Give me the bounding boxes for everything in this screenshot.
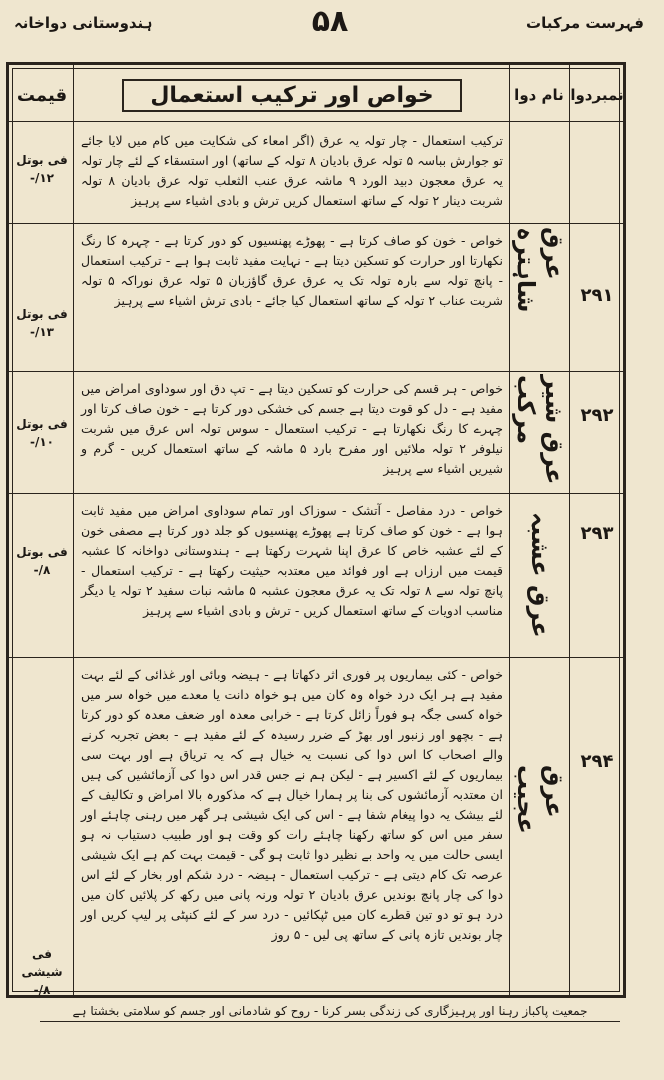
row-3-text: خواص - درد مفاصل - آتشک - سوزاک اور تمام سوداوی امراض میں مفید ثابت ہوا ہے - خون کو صاف کرتا ہے پھوڑے پھنسیوں کو جلد دور کرتا ہے مصفی خون کے لئے عشبہ خاص کا عرق اپنا شہرت رکھتا ہے - ہندوستانی دواخانہ کا عشبہ قیمت میں ارزاں ہے اور فوائد میں معتدبہ حیثیت رکھتا ہے - ترکیب استعمال - پانچ تولہ سے ۸ تولہ تک یہ عرق معجون عشبہ ۵ ماشہ نبات سفید ۲ تولہ یا دیگر مناسب ادویات کے ساتھ استعمال کریں - ترش و بادی اشیاء سے پرہیز [81, 503, 504, 618]
col-divider-price [73, 65, 74, 995]
row-1-name: عرق شاہترہ [512, 227, 568, 313]
header-title: فہرست مرکبات [526, 14, 644, 32]
row-4-number: ۲۹۴ [580, 751, 614, 772]
column-header-price: قیمت [16, 84, 68, 106]
row-divider [9, 371, 623, 372]
header-publisher: ہندوستانی دواخانہ [14, 14, 153, 32]
footer-motto: جمعیت پاکباز رہنا اور پرہیزگاری کی زندگی بسر کرنا - روح کو شادمانی اور جسم کو سلامتی بخشتا ہے [40, 1004, 620, 1022]
col-divider-text [509, 65, 510, 995]
row-2-name: عرق شیر مرکب [512, 375, 568, 485]
header-row-divider [9, 121, 623, 122]
col-divider-name [569, 65, 570, 995]
row-2-price: فی بوتل ۱۰/- [16, 417, 68, 449]
row-2-text: خواص - ہر قسم کی حرارت کو تسکین دیتا ہے - تپ دق اور سوداوی امراض میں مفید ہے - دل کو قوت دیتا ہے جسم کی خشکی دور کرتا ہے - خون صاف کرتا اور چہرے کا رنگ نکھارتا ہے - ترکیب استعمال - سوس تولہ اس عرق میں شربت نیلوفر ۲ تولہ ملائیں اور مفرح بارد ۵ ماشہ کے ساتھ استعمال کریں - گرم و شیریں اشیاء سے پرہیز [81, 381, 503, 476]
row-1-number: ۲۹۱ [580, 285, 614, 306]
column-header-name: نام دوا [514, 86, 564, 104]
row-3-name: عرق عشبہ [526, 512, 554, 638]
row-4-price: فی شیشی ۸/- [21, 947, 63, 997]
row-4-name: عرق عجیب [512, 765, 568, 834]
row-3-number: ۲۹۳ [580, 523, 614, 544]
row-divider [9, 223, 623, 224]
column-header-properties [77, 73, 507, 117]
row-divider [9, 493, 623, 494]
row-1-text: خواص - خون کو صاف کرتا ہے - پھوڑے پھنسیوں کو دور کرتا ہے - چہرہ کا رنگ نکھارتا اور حرارت کو تسکین دیتا ہے - نہایت مفید ثابت ہوا ہے - ترکیب استعمال - پانچ تولہ سے بارہ تولہ تک یہ عرق عرق گاؤزبان ۵ تولہ عرق نوراکہ ۵ تولہ شربت عناب ۲ تولہ کے ساتھ استعمال کیا جائے - بادی ترش اشیاء سے پرہیز [81, 233, 503, 308]
row-0-text: ترکیب استعمال - چار تولہ یہ عرق (اگر امعاء کی شکایت میں کام میں لایا جائے تو جوارش بباسہ ۵ تولہ عرق بادیان ۸ تولہ کے ساتھ) اور استسقاء کے لئے چار تولہ یہ عرق معجون دبید الورد ۹ ماشہ عرق عنب الثعلب تولہ عرق بادیان ۸ تولہ شربت دینار ۲ تولہ کے ساتھ استعمال کریں ترش و بادی اشیاء سے پرہیز [81, 133, 504, 208]
column-header-properties-label: خواص اور ترکیب استعمال [122, 79, 461, 112]
row-1-price: فی بوتل ۱۳/- [16, 307, 68, 339]
row-0-price: فی بوتل ۱۲/- [16, 153, 68, 185]
column-header-number: نمبردوا [570, 86, 624, 104]
row-4-text: خواص - کئی بیماریوں پر فوری اثر دکھاتا ہے - ہیضہ وبائی اور غذائی کے لئے بہت مفید ہے ہر ایک درد خواہ وہ کان میں ہو خواہ دانت یا معدے میں خواہ سر میں خواہ کسی جگہ ہو فوراً زائل کرتا ہے - خرابی معدہ اور ضعف معدہ کو دور کرتا ہے - بچھو اور زنبور اور بھڑ کے ضرر رسیدہ کے لئے مفید ہے - بعض تجربہ کرنے والے اصحاب کا اس دوا کی نسبت یہ خیال ہے کہ یہ تریاق ہے اور بہت سی بیماریوں کے لئے اکسیر ہے - لیکن ہم نے جس قدر اس دوا کی آزمائشیں کی ہیں ان معتدبہ آزمائشوں کی بنا پر ہمارا خیال ہے کہ مذکورہ بالا امراض و تکالیف کے لئے بیشک یہ دوا پیغام شفا ہے - اس کی ایک شیشی ہر گھر میں رہنی چاہئے اور سفر میں اس کو ساتھ رکھنا چاہئے رات کو وقت ہو اور طبیب دستیاب نہ ہو ایسی حالت میں یہ واحد بے نظیر دوا ثابت ہو گی - قیمت بہت کم ہے ایک شیشی عرصہ تک کام دیتی ہے - ترکیب استعمال - ہیضہ - درد شکم اور بخار کے لئے اس دوا کی چار پانچ بوندیں عرق بادیان ۲ تولہ ورنہ پانی میں رکھ کر پلائیں کان میں درد ہو تو دو تین قطرے کان میں ٹپکائیں - درد سر کے لئے کنپٹی پر لیپ کریں اور چار بوندیں تازہ پانی کے ساتھ پی لیں - ۵ روز [81, 667, 504, 942]
row-divider [9, 657, 623, 658]
row-3-price: فی بوتل ۸/- [16, 545, 68, 577]
page-number: ۵۸ [311, 4, 349, 39]
table-frame [6, 62, 626, 998]
row-2-number: ۲۹۲ [580, 405, 614, 426]
